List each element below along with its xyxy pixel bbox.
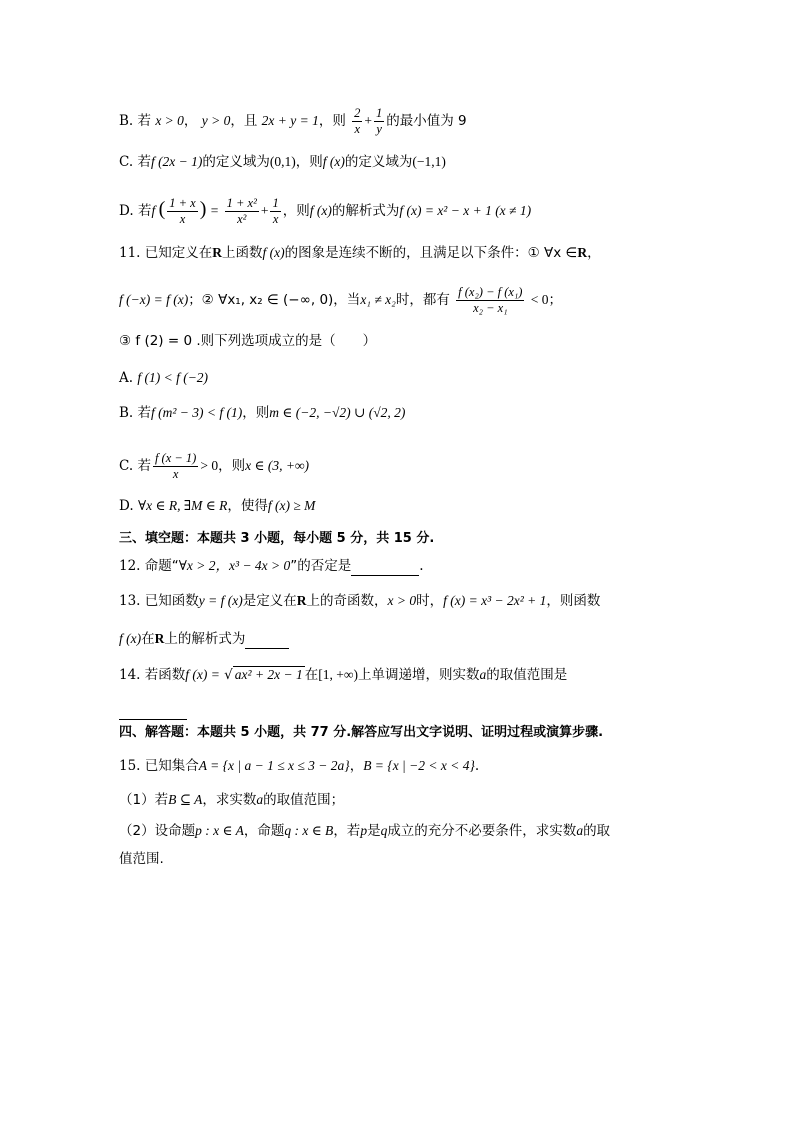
denominator: x <box>179 212 186 226</box>
text: ， <box>183 113 198 129</box>
text: ，使得 <box>227 498 268 514</box>
math: f (x) <box>322 154 345 169</box>
math: f (x) <box>119 631 142 646</box>
q11-option-b <box>119 403 674 423</box>
text: 的取值范围是 <box>486 667 568 683</box>
math: f (x) = <box>185 667 220 682</box>
denominator: x₂ − x₁ <box>473 301 508 315</box>
option-label: D. <box>119 203 134 219</box>
math: > 0 <box>200 458 219 473</box>
text: 是定义在 <box>242 593 297 609</box>
fraction <box>167 196 197 227</box>
option-label: B. <box>119 113 134 129</box>
q10-option-c <box>119 152 674 172</box>
q13-line-2 <box>119 629 674 649</box>
math: (−1,1) <box>412 154 446 169</box>
math: ∀x > 2，x³ − 4x > 0 <box>178 558 291 573</box>
math: R <box>154 631 165 646</box>
text: 上的奇函数， <box>306 593 388 609</box>
q11-conditions <box>119 285 674 316</box>
text: 的定义域为 <box>202 154 270 170</box>
radicand: ax² + 2x − 1 <box>234 667 303 682</box>
text: 上的解析式为 <box>164 631 246 647</box>
text: 已知集合 <box>144 758 199 774</box>
math: 2x + y = 1 <box>261 113 319 128</box>
question-number: 12. <box>119 558 141 574</box>
q11-stem: 11. 已知定义在R上函数f (x)的图象是连续不断的，且满足以下条件：① ∀x ∈R， <box>119 245 601 261</box>
text: 已知定义在 <box>144 245 213 261</box>
math: + <box>364 113 373 128</box>
denominator: x² <box>237 212 247 226</box>
heading-text: 三、填空题：本题共 3 小题，每小题 5 分，共 15 分. <box>119 531 435 546</box>
text: ，则 <box>242 405 270 421</box>
q11-option-c <box>119 451 674 482</box>
numerator: 1 + x <box>169 196 196 210</box>
text: 上函数 <box>222 245 263 261</box>
text: 值范围. <box>119 851 164 867</box>
math: a <box>256 792 264 807</box>
math: f (x) = x² − x + 1 (x ≠ 1) <box>399 203 532 218</box>
text: 的取 <box>583 823 611 839</box>
fraction <box>374 106 384 137</box>
answer-blank[interactable] <box>245 634 289 649</box>
text: 若 <box>137 113 152 129</box>
math: x > 0 <box>387 593 417 608</box>
q10-option-d <box>119 196 674 227</box>
option-label: A. <box>119 370 134 386</box>
q11-option-a <box>119 368 674 388</box>
question-number: 14. <box>119 667 141 683</box>
text: ”的否定是 <box>290 558 352 574</box>
denominator: y <box>376 122 382 136</box>
math: a <box>576 823 584 838</box>
math: f (−x) = f (x) <box>119 292 189 307</box>
text: 时，都有 <box>395 292 450 308</box>
q11-condition-3 <box>119 331 674 351</box>
text: 是 <box>367 823 381 839</box>
math: < 0； <box>530 292 563 307</box>
text: ， <box>349 758 364 774</box>
math: = <box>210 203 219 218</box>
fraction <box>352 106 362 137</box>
math: ∀x ∈ R, ∃M ∈ R <box>137 498 228 513</box>
text: 若函数 <box>144 667 186 683</box>
math: x ∈ (3, +∞) <box>245 458 310 473</box>
math: p <box>360 823 368 838</box>
math: B ⊆ A <box>168 792 203 807</box>
math: x > 0 <box>155 113 184 128</box>
heading-text: 四、解答题：本题共 5 小题，共 77 分.解答应写出文字说明、证明过程或演算步骤. <box>119 725 604 740</box>
q12 <box>119 556 674 576</box>
text: 命题“ <box>144 558 179 574</box>
paren: ( <box>158 198 166 220</box>
text: 的取值范围； <box>263 792 345 808</box>
paren: ) <box>199 198 207 220</box>
denominator: x <box>172 467 179 481</box>
math: f (m² − 3) < f (1) <box>151 405 243 420</box>
q15 <box>119 756 674 776</box>
text: . <box>474 758 480 774</box>
math: R <box>296 593 307 608</box>
text: ，若 <box>333 823 361 839</box>
option-label: C. <box>119 154 134 170</box>
text: 已知函数 <box>144 593 199 609</box>
text: ，求实数 <box>202 792 257 808</box>
math: f (x) = x³ − 2x² + 1 <box>443 593 547 608</box>
text: ；② ∀x₁, x₂ ∈ (−∞, 0)，当 <box>188 292 361 308</box>
numerator: 1 <box>376 106 383 120</box>
math: (0,1) <box>269 154 296 169</box>
text: ，则函数 <box>546 593 601 609</box>
question-number: 11. <box>119 245 141 261</box>
text: ，且 <box>230 113 258 129</box>
answer-blank[interactable] <box>119 705 187 720</box>
math: p : x ∈ A <box>195 823 244 838</box>
option-label: D. <box>119 498 134 514</box>
question-number: 13. <box>119 593 141 609</box>
math: f (1) < f (−2) <box>137 370 209 385</box>
math: f <box>151 203 159 218</box>
math: R <box>212 245 223 260</box>
part-label: （1） <box>119 792 155 808</box>
text: 若 <box>154 792 169 808</box>
math: f (2x − 1) <box>150 154 203 169</box>
math: q : x ∈ B <box>284 823 334 838</box>
text: 在 <box>304 667 319 683</box>
text: 的解析式为 <box>331 203 400 219</box>
math: A = {x | a − 1 ≤ x ≤ 3 − 2a} <box>198 758 350 773</box>
text: 若 <box>137 203 152 219</box>
section-3-heading <box>119 529 674 549</box>
text: 的最小值为 9 <box>386 113 467 129</box>
numerator: 1 + x² <box>226 196 257 210</box>
text: 设命题 <box>154 823 196 839</box>
text: 成立的充分不必要条件，求实数 <box>387 823 577 839</box>
q11-option-d <box>119 496 674 516</box>
text: 时， <box>416 593 444 609</box>
fraction <box>456 285 524 316</box>
text: ，命题 <box>243 823 285 839</box>
q14-line-2 <box>119 700 674 720</box>
q14: 14. 若函数f (x) = √ ax² + 2x − 1 在[1, +∞)上单调递增，则实数a的取值范围是 <box>119 667 568 683</box>
text: 上单调递增，则实数 <box>358 667 480 683</box>
answer-blank[interactable] <box>351 561 419 576</box>
text: ，则 <box>218 458 246 474</box>
text: 的定义域为 <box>344 154 413 170</box>
numerator: 2 <box>354 106 361 120</box>
numerator: 1 <box>272 196 279 210</box>
text: 若 <box>137 458 151 474</box>
option-label: C. <box>119 458 134 474</box>
text: ，则 <box>318 113 346 129</box>
math: R <box>577 245 588 260</box>
fraction <box>153 451 198 482</box>
question-number: 15. <box>119 758 141 774</box>
text: 在 <box>141 631 155 647</box>
math: a <box>479 667 487 682</box>
math: y = f (x) <box>198 593 243 608</box>
fraction <box>270 196 280 227</box>
q15-part-2-line-2 <box>119 849 674 869</box>
part-label: （2） <box>119 823 155 839</box>
section-4-heading <box>119 723 674 743</box>
math: q <box>380 823 388 838</box>
option-label: B. <box>119 405 134 421</box>
text: 若 <box>137 405 152 421</box>
math: f (x) ≥ M <box>267 498 316 513</box>
text: ③ f (2) = 0 .则下列选项成立的是（ ） <box>119 333 377 349</box>
math: x₁ ≠ x₂ <box>360 292 396 307</box>
text: 若 <box>137 154 151 170</box>
text: ，则 <box>295 154 323 170</box>
numerator: f (x₂) − f (x₁) <box>458 285 523 299</box>
numerator: f (x − 1) <box>154 451 197 465</box>
text: . <box>419 558 424 574</box>
math: [1, +∞) <box>318 667 359 682</box>
text: ，则 <box>282 203 310 219</box>
q15-part-1 <box>119 790 674 810</box>
q10-option-b <box>119 106 674 137</box>
text: 的图象是连续不断的，且满足以下条件：① ∀x ∈ <box>284 245 578 261</box>
math: B = {x | −2 < x < 4} <box>363 758 475 773</box>
q13 <box>119 591 674 611</box>
math: m ∈ (−2, −√2) ∪ (√2, 2) <box>269 405 406 420</box>
fraction <box>225 196 259 227</box>
math: f (x) <box>262 245 285 260</box>
math: y > 0 <box>201 113 231 128</box>
denominator: x <box>354 122 361 136</box>
math: + <box>260 203 269 218</box>
q15-part-2 <box>119 821 674 841</box>
denominator: x <box>272 212 279 226</box>
math: f (x) <box>309 203 332 218</box>
